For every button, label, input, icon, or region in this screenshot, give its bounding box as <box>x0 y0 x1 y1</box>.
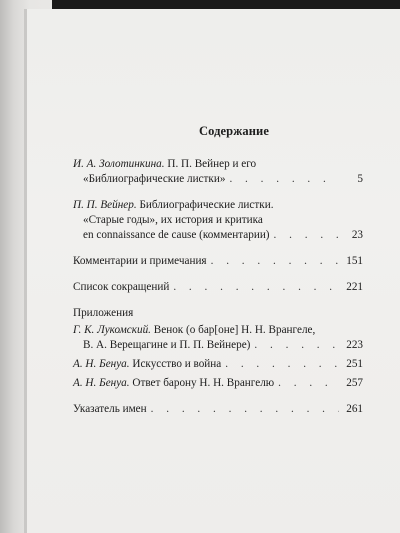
dot-leader <box>254 338 339 353</box>
entry-title-cont: «Библиографические листки» <box>83 173 226 185</box>
toc-entry-abbreviations <box>73 280 363 295</box>
appendix-heading: Приложения <box>73 307 134 319</box>
toc-entry-benois-war <box>73 357 363 372</box>
entry-title: Библиографические листки. <box>139 199 274 211</box>
entry-title: Список сокращений <box>73 281 170 293</box>
toc-entry-line <box>73 402 363 417</box>
toc-entry-zolotinkina <box>73 157 363 187</box>
entry-title-cont: en connaissance de cause (комментарии) <box>83 229 270 241</box>
toc-entry-weiner <box>73 198 363 243</box>
toc-entry-comments <box>73 254 363 269</box>
entry-title: Венок (о бар[оне] Н. Н. Врангеле, <box>153 324 316 336</box>
toc-entry-line <box>73 213 363 228</box>
toc-entry-line <box>73 376 363 391</box>
entry-title: Ответ барону Н. Н. Врангелю <box>132 377 275 389</box>
dot-leader <box>229 172 339 187</box>
toc-entry-line <box>73 357 363 372</box>
entry-page-number: 251 <box>346 358 363 370</box>
top-black-rule <box>52 0 400 9</box>
entry-page-number: 23 <box>351 229 363 241</box>
toc-entry-line <box>73 228 363 243</box>
dot-leader <box>151 402 339 417</box>
entry-author: А. Н. Бенуа. <box>73 358 130 370</box>
entry-title: П. П. Вейнер и его <box>167 158 257 170</box>
dot-leader <box>211 254 339 269</box>
toc-entry-line <box>73 254 363 269</box>
toc-entry-line <box>73 280 363 295</box>
toc-entry-line <box>73 172 363 187</box>
toc-entry-line <box>73 338 363 353</box>
dot-leader <box>173 280 339 295</box>
entry-title-cont: «Старые годы», их история и критика <box>83 214 263 226</box>
dot-leader <box>225 357 339 372</box>
entry-page-number: 261 <box>346 403 363 415</box>
entry-page-number: 223 <box>346 339 363 351</box>
toc-entry-benois-reply <box>73 376 363 391</box>
toc-entry-index <box>73 402 363 417</box>
toc-entry-line <box>73 157 363 172</box>
table-of-contents <box>73 124 363 428</box>
toc-entry-lukomsky <box>73 323 363 353</box>
page-edge <box>24 9 27 533</box>
entry-title: Искусство и война <box>132 358 222 370</box>
toc-entry-line <box>73 323 363 338</box>
entry-title-cont: В. А. Верещагине и П. П. Вейнере) <box>83 339 251 351</box>
entry-author: И. А. Золотинкина. <box>73 158 165 170</box>
entry-page-number: 151 <box>346 255 363 267</box>
dot-leader <box>274 228 339 243</box>
toc-title: Содержание <box>198 124 269 138</box>
entry-author: А. Н. Бенуа. <box>73 377 130 389</box>
entry-page-number: 257 <box>346 377 363 389</box>
entry-page-number: 221 <box>346 281 363 293</box>
entry-page-number: 5 <box>357 173 363 185</box>
entry-title: Указатель имен <box>73 403 147 415</box>
entry-author: П. П. Вейнер. <box>73 199 137 211</box>
toc-entry-line <box>73 198 363 213</box>
dot-leader <box>278 376 339 391</box>
entry-author: Г. К. Лукомский. <box>73 324 151 336</box>
entry-title: Комментарии и примечания <box>73 255 207 267</box>
